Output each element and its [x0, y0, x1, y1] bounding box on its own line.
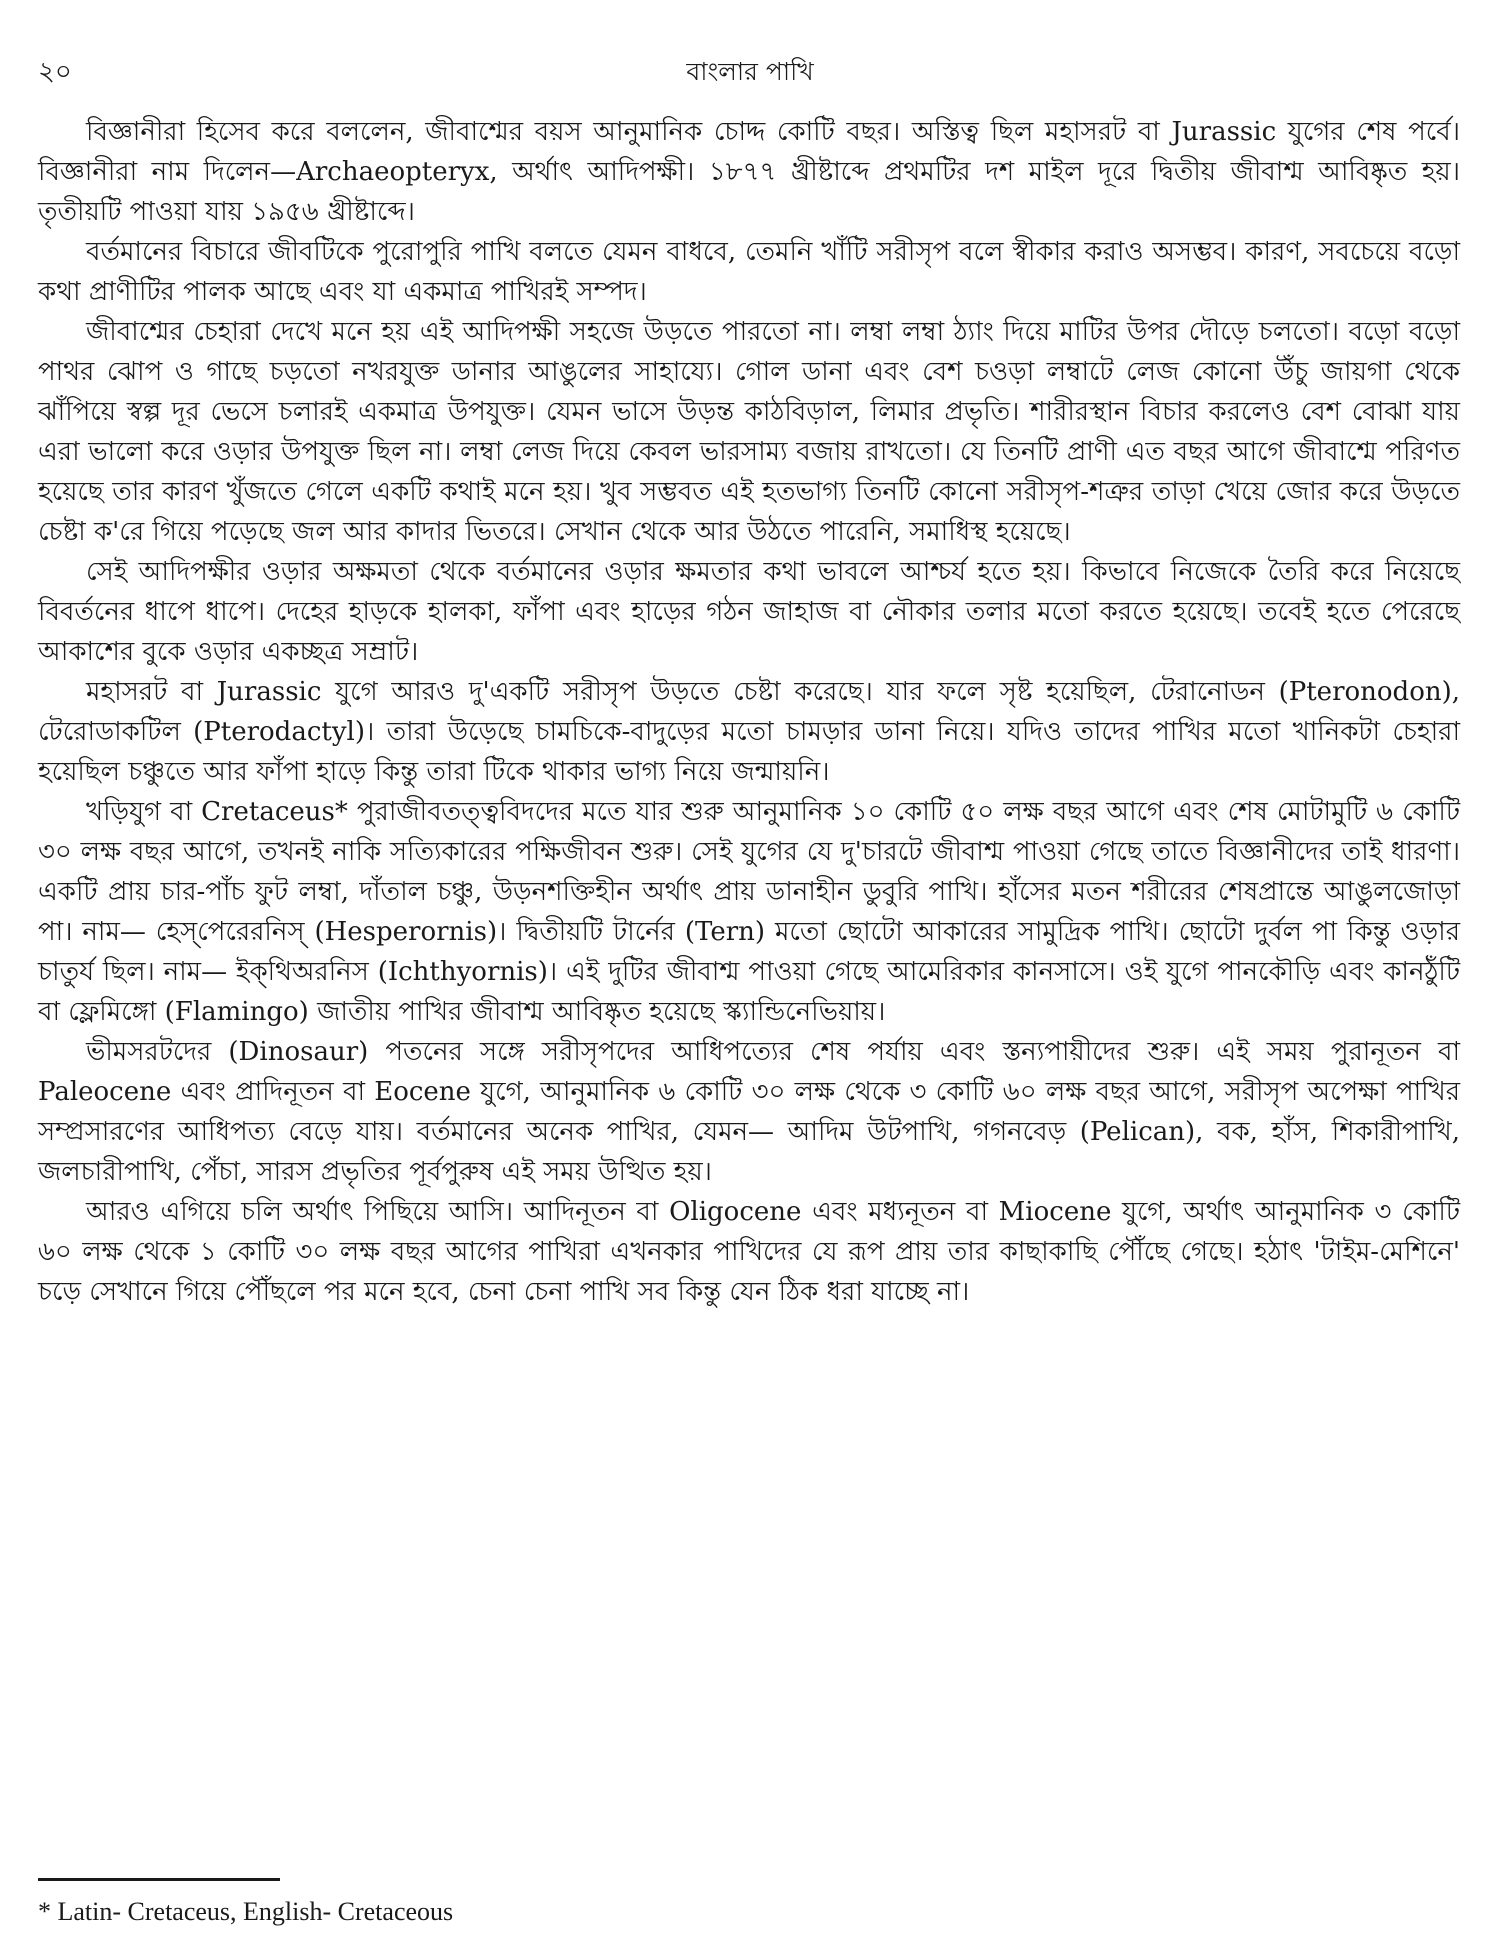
paragraph-archaeopteryx-discovery: বিজ্ঞানীরা হিসেব করে বললেন, জীবাশ্মের বয়স আনুমানিক চোদ্দ কোটি বছর। অস্তিত্ব ছিল মহাসরট বা Jurassic যুগের শেষ পর্বে। বিজ্ঞানীরা নাম দিলেন—Archaeopteryx, অর্থাৎ আদিপক্ষী। ১৮৭৭ খ্রীষ্টাব্দে প্রথমটির দশ মাইল দূরে দ্বিতীয় জীবাশ্ম আবিষ্কৃত হয়। তৃতীয়টি পাওয়া যায় ১৯৫৬ খ্রীষ্টাব্দে।	[38, 117, 1460, 227]
paragraph-flying-reptiles: মহাসরট বা Jurassic যুগে আরও দু'একটি সরীসৃপ উড়তে চেষ্টা করেছে। যার ফলে সৃষ্ট হয়েছিল, টেরানোডন (Pteronodon), টেরোডাকটিল (Pterodactyl)। তারা উড়েছে চামচিকে-বাদুড়ের মতো চামড়ার ডানা নিয়ে। যদিও তাদের পাখির মতো খানিকটা চেহারা হয়েছিল চঞ্চুতে আর ফাঁপা হাড়ে কিন্তু তারা টিকে থাকার ভাগ্য নিয়ে জন্মায়নি।	[38, 677, 1460, 787]
paragraph-evolution-of-flight: সেই আদিপক্ষীর ওড়ার অক্ষমতা থেকে বর্তমানের ওড়ার ক্ষমতার কথা ভাবলে আশ্চর্য হতে হয়। কিভাবে নিজেকে তৈরি করে নিয়েছে বিবর্তনের ধাপে ধাপে। দেহের হাড়কে হালকা, ফাঁপা এবং হাড়ের গঠন জাহাজ বা নৌকার তলার মতো করতে হয়েছে। তবেই হতে পেরেছে আকাশের বুকে ওড়ার একচ্ছত্র সম্রাট।	[38, 557, 1460, 667]
paragraph-paleocene-eocene: ভীমসরটদের (Dinosaur) পতনের সঙ্গে সরীসৃপদের আধিপত্যের শেষ পর্যায় এবং স্তন্যপায়ীদের শুরু। এই সময় পুরানূতন বা Paleocene এবং প্রাদিনূতন বা Eocene যুগে, আনুমানিক ৬ কোটি ৩০ লক্ষ থেকে ৩ কোটি ৬০ লক্ষ বছর আগে, সরীসৃপ অপেক্ষা পাখির সম্প্রসারণের আধিপত্য বেড়ে যায়। বর্তমানের অনেক পাখির, যেমন— আদিম উটপাখি, গগনবেড় (Pelican), বক, হাঁস, শিকারীপাখি, জলচারীপাখি, পেঁচা, সারস প্রভৃতির পূর্বপুরুষ এই সময় উত্থিত হয়।	[38, 1037, 1460, 1187]
paragraph-cretaceous-birds: খড়িযুগ বা Cretaceus* পুরাজীবতত্ত্ববিদদের মতে যার শুরু আনুমানিক ১০ কোটি ৫০ লক্ষ বছর আগে এবং শেষ মোটামুটি ৬ কোটি ৩০ লক্ষ বছর আগে, তখনই নাকি সত্যিকারের পক্ষিজীবন শুরু। সেই যুগের যে দু'চারটে জীবাশ্ম পাওয়া গেছে তাতে বিজ্ঞানীদের তাই ধারণা। একটি প্রায় চার-পাঁচ ফুট লম্বা, দাঁতাল চঞ্চু, উড়নশক্তিহীন অর্থাৎ প্রায় ডানাহীন ডুবুরি পাখি। হাঁসের মতন শরীরের শেষপ্রান্তে আঙুলজোড়া পা। নাম— হেস্‌পেরেরনিস্ (Hesperornis)। দ্বিতীয়টি টার্নের (Tern) মতো ছোটো আকারের সামুদ্রিক পাখি। ছোটো দুর্বল পা কিন্তু ওড়ার চাতুর্য ছিল। নাম— ইক্‌থিঅরনিস (Ichthyornis)। এই দুটির জীবাশ্ম পাওয়া গেছে আমেরিকার কানসাসে। ওই যুগে পানকৌড়ি এবং কানঠুঁটি বা ফ্লেমিঙ্গো (Flamingo) জাতীয় পাখির জীবাশ্ম আবিষ্কৃত হয়েছে স্ক্যান্ডিনেভিয়ায়।	[38, 797, 1460, 1027]
page-header	[38, 50, 1462, 94]
body-text	[38, 112, 1460, 1312]
footnote-divider	[38, 1878, 280, 1881]
running-title: বাংলার পাখি	[686, 57, 814, 86]
paragraph-flight-ability: জীবাশ্মের চেহারা দেখে মনে হয় এই আদিপক্ষী সহজে উড়তে পারতো না। লম্বা লম্বা ঠ্যাং দিয়ে মাটির উপর দৌড়ে চলতো। বড়ো বড়ো পাথর ঝোপ ও গাছে চড়তো নখরযুক্ত ডানার আঙুলের সাহায্যে। গোল ডানা এবং বেশ চওড়া লম্বাটে লেজ কোনো উঁচু জায়গা থেকে ঝাঁপিয়ে স্বল্প দূর ভেসে চলারই একমাত্র উপযুক্ত। যেমন ভাসে উড়ন্ত কাঠবিড়াল, লিমার প্রভৃতি। শারীরস্থান বিচার করলেও বেশ বোঝা যায় এরা ভালো করে ওড়ার উপযুক্ত ছিল না। লম্বা লেজ দিয়ে কেবল ভারসাম্য বজায় রাখতো। যে তিনটি প্রাণী এত বছর আগে জীবাশ্মে পরিণত হয়েছে তার কারণ খুঁজতে গেলে একটি কথাই মনে হয়। খুব সম্ভবত এই হতভাগ্য তিনটি কোনো সরীসৃপ-শত্রুর তাড়া খেয়ে জোর করে উড়তে চেষ্টা ক'রে গিয়ে পড়েছে জল আর কাদার ভিতরে। সেখান থেকে আর উঠতে পারেনি, সমাধিস্থ হয়েছে।	[38, 317, 1460, 547]
paragraph-bird-or-reptile: বর্তমানের বিচারে জীবটিকে পুরোপুরি পাখি বলতে যেমন বাধবে, তেমনি খাঁটি সরীসৃপ বলে স্বীকার করাও অসম্ভব। কারণ, সবচেয়ে বড়ো কথা প্রাণীটির পালক আছে এবং যা একমাত্র পাখিরই সম্পদ।	[38, 237, 1460, 307]
footnote: * Latin- Cretaceus, English- Cretaceous	[38, 1897, 454, 1926]
page-number: ২০	[38, 57, 72, 87]
paragraph-oligocene-miocene: আরও এগিয়ে চলি অর্থাৎ পিছিয়ে আসি। আদিনূতন বা Oligocene এবং মধ্যনূতন বা Miocene যুগে, অর্থাৎ আনুমানিক ৩ কোটি ৬০ লক্ষ থেকে ১ কোটি ৩০ লক্ষ বছর আগের পাখিরা এখনকার পাখিদের যে রূপ প্রায় তার কাছাকাছি পৌঁছে গেছে। হঠাৎ 'টাইম-মেশিনে' চড়ে সেখানে গিয়ে পৌঁছলে পর মনে হবে, চেনা চেনা পাখি সব কিন্তু যেন ঠিক ধরা যাচ্ছে না।	[38, 1197, 1460, 1307]
